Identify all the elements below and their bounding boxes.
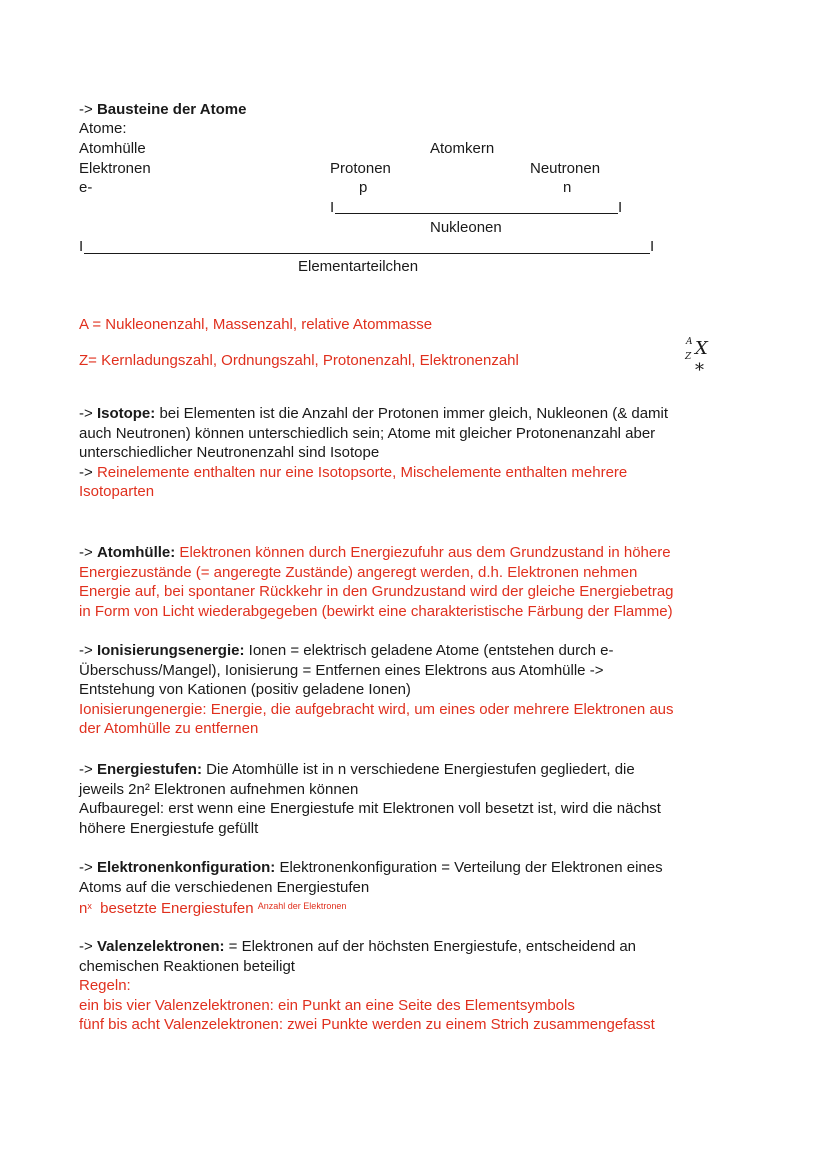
atomhuelle-text-line: Elektronen können durch Energiezufuhr aus dem Grundzustand in höhere [175, 544, 671, 561]
nukleonen-bar [335, 213, 618, 214]
atomhuelle-text-line: Energiezustände (= angeregte Zustände) angeregt werden, d.h. Elektronen nehmen [79, 563, 638, 581]
valenz-text-line: chemischen Reaktionen beteiligt [79, 957, 295, 975]
protonen-label: Protonen [330, 160, 391, 177]
atomhuelle-text-line: Energie auf, bei spontaner Rückkehr in den Grundzustand wird der gleiche Energiebetrag [79, 583, 674, 601]
arrow-text: -> [79, 642, 97, 659]
valenz-text-line: = Elektronen auf der höchsten Energiestufe, entscheidend an [224, 938, 637, 955]
konfiguration-text-line: Elektronenkonfiguration = Verteilung der Elektronen eines [275, 859, 663, 876]
note-base: n [79, 900, 88, 918]
neutron-symbol: n [563, 179, 572, 196]
arrow-text: -> [79, 101, 97, 118]
ionisierung-note-line: der Atomhülle zu entfernen [79, 720, 259, 738]
formula-atomic-number: Z [685, 352, 692, 362]
isotope-note-line: Isotoparten [79, 483, 155, 501]
isotope-text-line: auch Neutronen) können unterschiedlich sein; Atome mit gleicher Protonenanzahl aber [79, 424, 656, 442]
arrow-text: -> [79, 938, 97, 955]
note-text: besetzte Energiestufen [91, 900, 258, 918]
note-small-label: Anzahl der Elektronen [257, 901, 347, 912]
isotope-text-line: bei Elementen ist die Anzahl der Protonen immer gleich, Nukleonen (& damit [155, 405, 669, 422]
energiestufen-text-line: höhere Energiestufe gefüllt [79, 819, 259, 837]
elementarteilchen-bar [84, 253, 650, 254]
konfiguration-section [79, 858, 759, 919]
isotope-title: Isotope: [96, 405, 156, 422]
isotope-text-line: unterschiedlicher Neutronenzahl sind Isotope [79, 444, 380, 462]
elektronen-label: Elektronen [79, 160, 151, 177]
ionisierung-text-line: Überschuss/Mangel), Ionisierung = Entfernen eines Elektrons aus Atomhülle -> [79, 661, 604, 679]
energiestufen-title: Energiestufen: [96, 761, 202, 778]
konfiguration-text-line: Atoms auf die verschiedenen Energiestufen [79, 878, 370, 896]
valenz-rule-line: ein bis vier Valenzelektronen: ein Punkt an eine Seite des Elementsymbols [79, 996, 575, 1014]
arrow-text: -> [79, 405, 97, 422]
nukleonen-bar-right-mark: I [618, 199, 623, 216]
arrow-text: -> [79, 761, 97, 778]
ionisierung-note-line: Ionisierungenergie: Energie, die aufgebracht wird, um eines oder mehrere Elektronen aus [79, 700, 674, 718]
nukleonen-label: Nukleonen [430, 219, 502, 236]
elementarteilchen-bar-left-mark: I [79, 238, 84, 255]
atome-label: Atome: [79, 120, 127, 137]
a-definition: A = Nukleonenzahl, Massenzahl, relative Atommasse [79, 316, 433, 333]
z-definition: Z= Kernladungszahl, Ordnungszahl, Protonenzahl, Elektronenzahl [79, 352, 519, 369]
section-heading-bausteine [79, 100, 246, 120]
isotope-note-line: Reinelemente enthalten nur eine Isotopsorte, Mischelemente enthalten mehrere [96, 463, 628, 481]
valenz-rule-line: fünf bis acht Valenzelektronen: zwei Punkte werden zu einem Strich zusammengefasst [79, 1016, 655, 1034]
energiestufen-text-line: jeweils 2n² Elektronen aufnehmen können [79, 780, 359, 798]
arrow-text: -> [79, 463, 97, 481]
isotope-section [79, 404, 759, 502]
energiestufen-text-line: Aufbauregel: erst wenn eine Energiestufe mit Elektronen voll besetzt ist, wird die nächst [79, 800, 661, 818]
neutronen-label: Neutronen [530, 160, 601, 177]
konfiguration-title: Elektronenkonfiguration: [96, 859, 276, 876]
energiestufen-section [79, 760, 759, 838]
ionisierung-text-line: Ionen = elektrisch geladene Atome (entstehen durch e- [244, 642, 614, 659]
proton-symbol: p [359, 179, 368, 196]
arrow-text: -> [79, 544, 97, 561]
formula-mass-number: A [686, 337, 693, 347]
valenz-title: Valenzelektronen: [96, 938, 225, 955]
ionisierung-section [79, 641, 759, 739]
elementarteilchen-bar-right-mark: I [650, 238, 655, 255]
atomhuelle-title: Atomhülle: [96, 544, 176, 561]
valenz-section [79, 937, 759, 1035]
arrow-text: -> [79, 859, 97, 876]
atomhuelle-section [79, 543, 759, 621]
atomhuelle-text-line: in Form von Licht wiederabgegeben (bewirkt eine charakteristische Färbung der Flamme) [79, 602, 673, 620]
nukleonen-bar-left-mark: I [330, 199, 335, 216]
note-exponent: x [87, 901, 92, 912]
elementarteilchen-label: Elementarteilchen [298, 258, 419, 275]
formula-symbol: X * [695, 338, 708, 381]
energiestufen-text-line: Die Atomhülle ist in n verschiedene Energiestufen gegliedert, die [201, 761, 635, 778]
ionisierung-text-line: Entstehung von Kationen (positiv geladene Ionen) [79, 681, 411, 699]
valenz-rules-heading: Regeln: [79, 977, 131, 995]
electron-symbol: e- [79, 179, 93, 196]
konfiguration-note [79, 897, 759, 919]
atomhuelle-label: Atomhülle [79, 140, 146, 157]
ionisierung-title: Ionisierungsenergie: [96, 642, 245, 659]
heading-text: Bausteine der Atome [96, 101, 247, 118]
atomkern-label: Atomkern [430, 140, 495, 157]
